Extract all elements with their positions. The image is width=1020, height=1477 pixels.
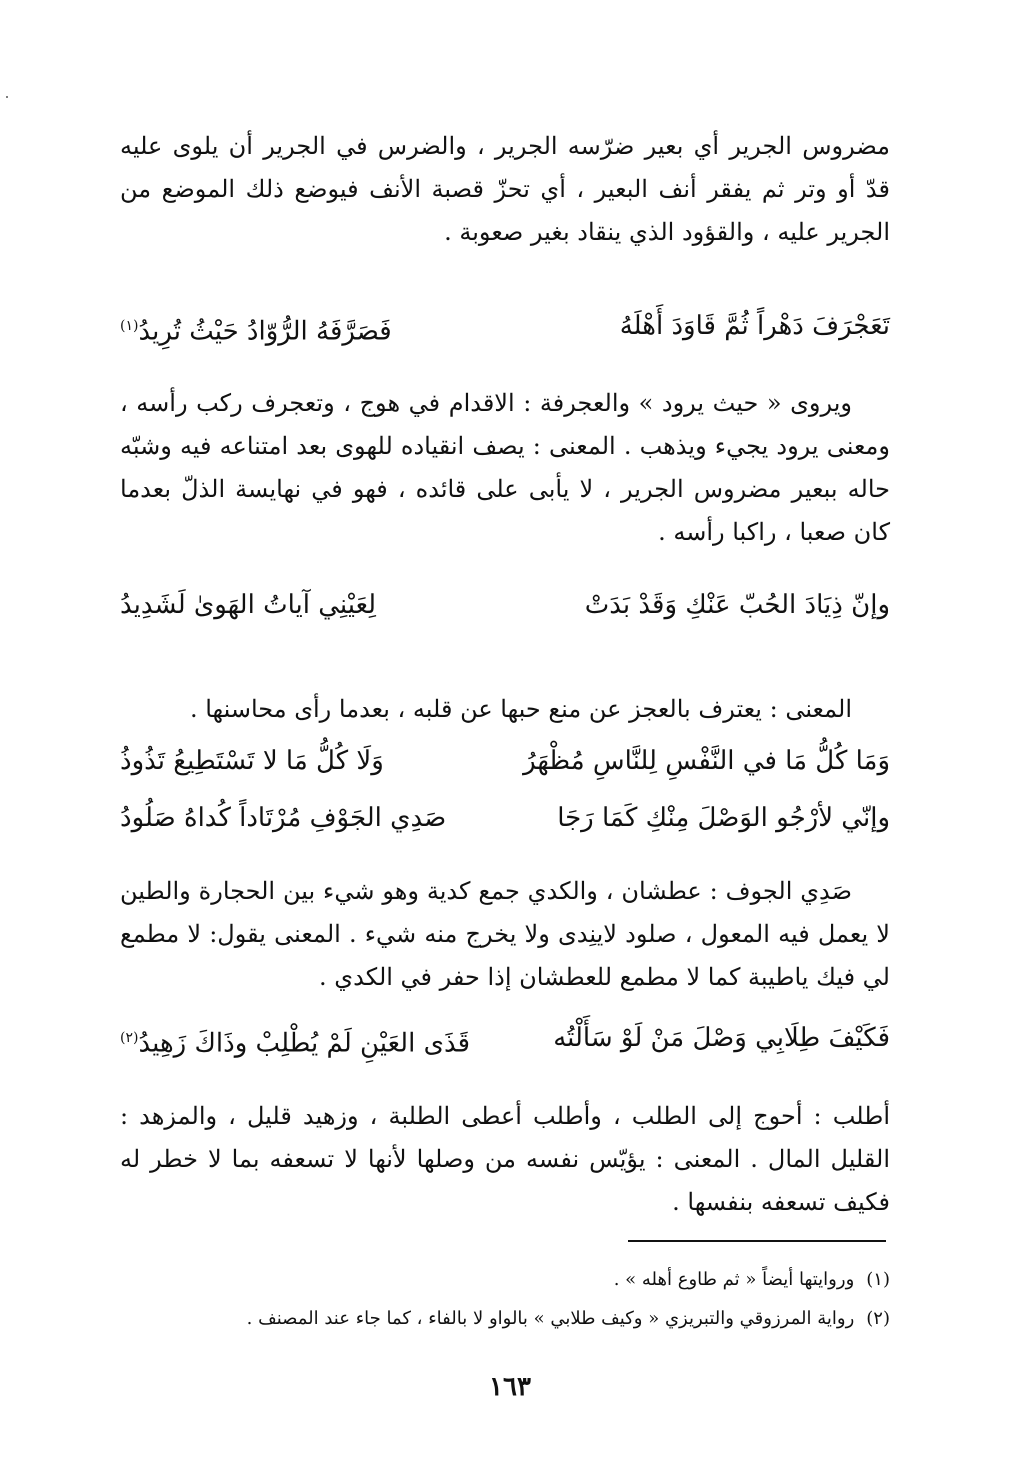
footnote-1 xyxy=(150,1263,890,1297)
commentary-paragraph-1: مضروس الجرير أي بعير ضرّسه الجرير ، والضرس في الجرير أن يلوى عليه قدّ أو وتر ثم يفقر أنف البعير ، أي تحزّ قصبة الأنف فيوضع ذلك الموضع من الجرير عليه ، والقؤود الذي ينقاد بغير صعوبة . xyxy=(120,132,890,246)
commentary-paragraph-5: أطلب : أحوج إلى الطلب ، وأطلب أعطى الطلبة ، وزهيد قليل ، والمزهد : القليل المال . المعنى : يؤيّس نفسه من وصلها لأنها لا تسعفه بما لا خطر له فكيف تسعفه بنفسها . xyxy=(120,1102,891,1216)
footnote-separator xyxy=(628,1240,886,1242)
verse-1-second-text: فَصَرَّفَهُ الرُّوّادُ حَيْثُ تُرِيدُ xyxy=(138,316,392,347)
verse-1-first-hemistich: تَعَجْرَفَ دَهْراً ثُمَّ قَاوَدَ أَهْلَهُ xyxy=(619,311,890,341)
verse-4-second-hemistich: صَدِي الجَوْفِ مُرْتَاداً كُداهُ صَلُودُ xyxy=(120,803,447,833)
verse-4-first-hemistich: وإنّي لأرْجُو الوَصْلَ مِنْكِ كَمَا رَجَا xyxy=(557,803,890,833)
commentary-paragraph-3: المعنى : يعترف بالعجز عن منع حبها عن قلبه ، بعدما رأى محاسنها . xyxy=(189,695,852,723)
verse-line-1 xyxy=(120,303,890,349)
footnote-ref-1: (١) xyxy=(120,318,139,334)
verse-line-5 xyxy=(120,1015,890,1061)
footnote-2-number: (٢) xyxy=(866,1308,890,1329)
verse-5-second-text: قَذَى العَيْنِ لَمْ يُطْلِبْ وذَاكَ زَهِيدُ xyxy=(138,1028,471,1059)
footnote-2 xyxy=(150,1302,890,1336)
footnote-ref-2: (٢) xyxy=(120,1030,139,1046)
commentary-paragraph-4: صَدِي الجوف : عطشان ، والكدي جمع كدية وهو شيء بين الحجارة والطين لا يعمل فيه المعول ، صلود لاينِدى ولا يخرج منه شيء . المعنى يقول: لا مطمع لي فيك ياطيبة كما لا مطمع للعطشان إذا حفر في الكدي . xyxy=(120,877,890,991)
page-number: ١٦٣ xyxy=(489,1372,531,1402)
verse-1-second-hemistich xyxy=(120,303,392,355)
verse-line-2 xyxy=(120,582,890,628)
verse-2-first-hemistich: وإنّ ذِيَادَ الحُبّ عَنْكِ وَقَدْ بَدَتْ xyxy=(584,590,890,620)
verse-3-first-hemistich: وَمَا كُلُّ مَا في النَّفْسِ لِلنَّاسِ مُظْهَرُ xyxy=(523,746,890,776)
verse-line-4 xyxy=(120,795,890,841)
verse-2-second-hemistich: لِعَيْنِي آياتُ الهَوىٰ لَشَدِيدُ xyxy=(120,590,377,620)
scan-speck xyxy=(6,96,8,98)
footnote-1-text: وروايتها أيضاً « ثم طاوع أهله » . xyxy=(613,1269,855,1290)
verse-5-first-hemistich: فَكَيْفَ طِلَابِي وَصْلَ مَنْ لَوْ سَأَلْتُه xyxy=(553,1023,890,1053)
footnote-1-number: (١) xyxy=(866,1269,890,1290)
footnote-2-text: رواية المرزوقي والتبريزي « وكيف طلابي » بالواو لا بالفاء ، كما جاء عند المصنف . xyxy=(246,1308,855,1329)
commentary-paragraph-2: ويروى « حيث يرود » والعجرفة : الاقدام في هوج ، وتعجرف ركب رأسه ، ومعنى يرود يجيء ويذهب . المعنى : يصف انقياده للهوى بعد امتناعه فيه وشبّه حاله ببعير مضروس الجرير ، لا يأبى على قائده ، فهو في نهايسة الذلّ بعدما كان صعبا ، راكبا رأسه . xyxy=(120,389,890,546)
verse-3-second-hemistich: وَلَا كُلُّ مَا لا تَسْتَطِيعُ تَذُوذُ xyxy=(120,746,384,776)
verse-5-second-hemistich xyxy=(120,1015,470,1067)
verse-line-3 xyxy=(120,738,890,784)
